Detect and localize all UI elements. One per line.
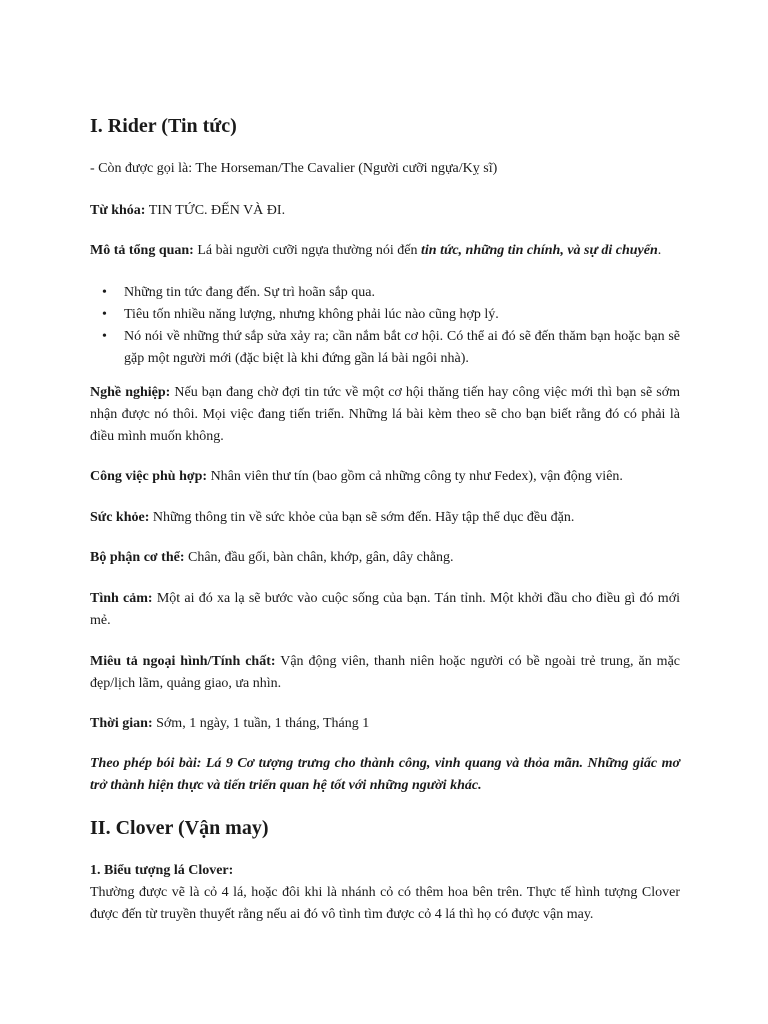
- body-parts-paragraph: [90, 547, 680, 569]
- list-item: • Tiêu tốn nhiều năng lượng, nhưng không phải lúc nào cũng hợp lý.: [90, 304, 680, 326]
- time-label: Thời gian:: [90, 716, 153, 731]
- jobs-paragraph: [90, 466, 680, 488]
- overview-end: .: [657, 243, 662, 258]
- time-text: Sớm, 1 ngày, 1 tuần, 1 tháng, Tháng 1: [152, 716, 370, 731]
- love-paragraph: [90, 588, 680, 632]
- clover-subheading: [90, 860, 680, 882]
- section-heading-rider: I. Rider (Tin tức): [90, 115, 237, 137]
- overview-emphasis: tin tức, những tin chính, và sự di chuyển: [421, 243, 658, 258]
- health-text: Những thông tin về sức khỏe của bạn sẽ sớm đến. Hãy tập thể dục đều đặn.: [149, 510, 575, 525]
- clover-paragraph: Thường được vẽ là cỏ 4 lá, hoặc đôi khi là nhánh cỏ có thêm hoa bên trên. Thực tế hình tượng Clover được đến từ truyền thuyết rằng nếu ai đó vô tình tìm được cỏ 4 lá thì họ có được vận may.: [90, 885, 680, 922]
- keywords-text: TIN TỨC. ĐẾN VÀ ĐI.: [145, 203, 286, 218]
- love-label: Tình cảm:: [90, 591, 153, 606]
- health-label: Sức khỏe:: [90, 510, 150, 525]
- love-text: Một ai đó xa lạ sẽ bước vào cuộc sống của bạn. Tán tỉnh. Một khởi đầu cho điều gì đó mới mẻ.: [90, 591, 680, 628]
- overview-paragraph: [90, 240, 680, 262]
- list-item: • Những tin tức đang đến. Sự trì hoãn sắp qua.: [90, 282, 680, 304]
- reading-paragraph: Theo phép bói bài: Lá 9 Cơ tượng trưng cho thành công, vinh quang và thỏa mãn. Những giấc mơ trở thành hiện thực và tiến triển quan hệ tốt với những người khác.: [90, 756, 680, 793]
- health-paragraph: [90, 507, 680, 529]
- overview-label: Mô tả tổng quan:: [90, 243, 194, 258]
- appearance-paragraph: [90, 651, 680, 695]
- list-item: • Nó nói về những thứ sắp sửa xảy ra; cần nắm bắt cơ hội. Có thể ai đó sẽ đến thăm bạn hoặc bạn sẽ gặp một người mới (đặc biệt là khi đứng gần lá bài ngôi nhà).: [90, 326, 680, 370]
- appearance-text: Vận động viên, thanh niên hoặc người có bề ngoài trẻ trung, ăn mặc đẹp/lịch lãm, quảng giao, ưa nhìn.: [90, 654, 680, 691]
- career-text: Nếu bạn đang chờ đợi tin tức về một cơ hội thăng tiến hay công việc mới thì bạn sẽ sớm nhận được nó thôi. Mọi việc đang tiến triển. Những lá bài kèm theo sẽ cho bạn biết rằng đó có phải là điều mình muốn không.: [90, 385, 680, 444]
- appearance-label: Miêu tả ngoại hình/Tính chất:: [90, 654, 276, 669]
- career-paragraph: [90, 382, 680, 448]
- keywords-label: Từ khóa:: [90, 203, 146, 218]
- clover-subheading-text: 1. Biểu tượng lá Clover:: [90, 863, 234, 878]
- section-heading-clover: II. Clover (Vận may): [90, 817, 269, 839]
- jobs-text: Nhân viên thư tín (bao gồm cả những công ty như Fedex), vận động viên.: [207, 469, 623, 484]
- rider-bullet-list: [90, 282, 680, 370]
- jobs-label: Công việc phù hợp:: [90, 469, 208, 484]
- body-parts-text: Chân, đầu gối, bàn chân, khớp, gân, dây chằng.: [184, 550, 454, 565]
- keywords-paragraph: [90, 200, 680, 222]
- career-label: Nghề nghiệp:: [90, 385, 171, 400]
- time-paragraph: [90, 713, 680, 735]
- body-parts-label: Bộ phận cơ thể:: [90, 550, 185, 565]
- alias-line: - Còn được gọi là: The Horseman/The Cavalier (Người cưỡi ngựa/Kỵ sĩ): [90, 161, 498, 176]
- overview-text: Lá bài người cưỡi ngựa thường nói đến: [193, 243, 421, 258]
